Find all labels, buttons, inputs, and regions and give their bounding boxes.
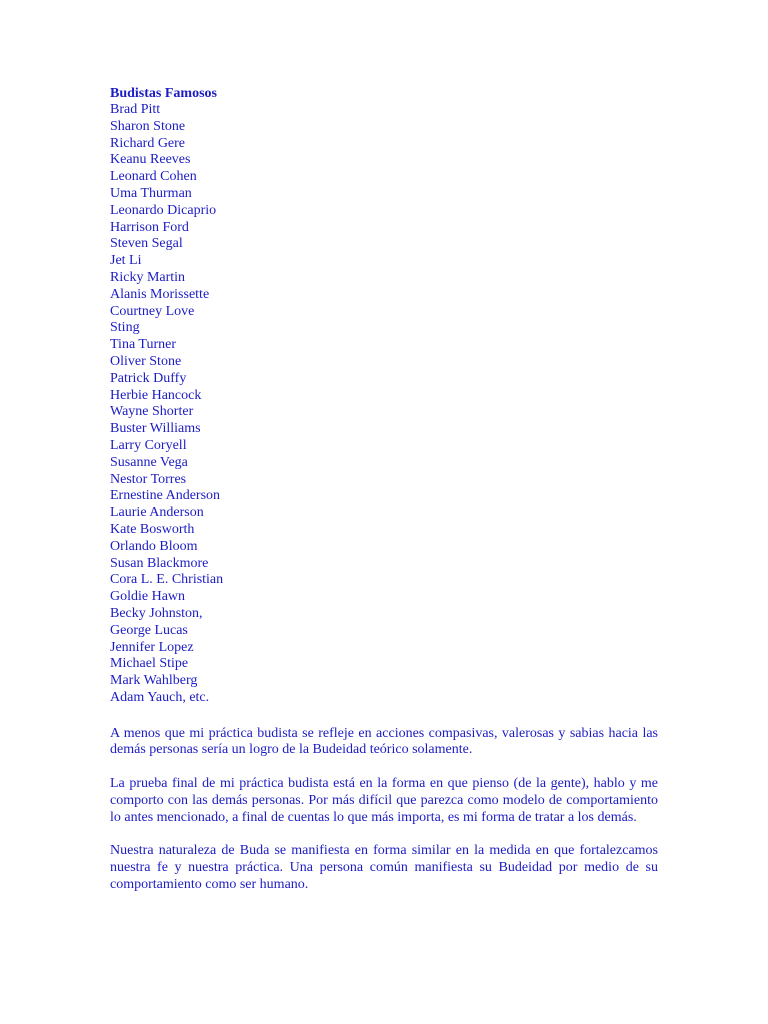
list-item: Jet Li [110, 253, 142, 269]
list-item: Courtney Love [110, 303, 195, 319]
list-item: Wayne Shorter [110, 404, 194, 420]
list-item: Michael Stipe [110, 656, 189, 672]
list-item: Larry Coryell [110, 437, 187, 453]
list-item: Brad Pitt [110, 102, 161, 117]
list-item: Uma Thurman [110, 185, 192, 201]
list-item: Harrison Ford [110, 219, 189, 235]
list-item: Patrick Duffy [110, 370, 187, 386]
body-paragraphs [110, 726, 658, 894]
list-item: Oliver Stone [110, 353, 182, 369]
list-item: Steven Segal [110, 236, 183, 252]
list-item: George Lucas [110, 622, 188, 638]
list-item: Alanis Morissette [110, 286, 210, 302]
list-item: Herbie Hancock [110, 387, 202, 403]
list-item: Laurie Anderson [110, 505, 204, 521]
paragraph: A menos que mi práctica budista se refleje en acciones compasivas, valerosas y sabias hacia las demás personas sería un logro de la Budeidad teórico solamente. [110, 725, 658, 758]
paragraph: La prueba final de mi práctica budista está en la forma en que pienso (de la gente), hablo y me comporto con las demás personas. Por más difícil que parezca como modelo de comportamiento lo antes mencionado, a final de cuentas lo que más importa, es mi forma de tratar a los demás. [110, 776, 658, 825]
list-item: Ernestine Anderson [110, 488, 221, 504]
list-item: Tina Turner [110, 337, 177, 353]
names-list [110, 102, 658, 707]
list-item: Nestor Torres [110, 471, 187, 487]
list-item: Susanne Vega [110, 454, 188, 470]
list-item: Kate Bosworth [110, 521, 195, 537]
document-title: Budistas Famosos [110, 86, 217, 101]
list-item: Adam Yauch, etc. [110, 689, 210, 705]
list-item: Orlando Bloom [110, 538, 198, 554]
list-item: Richard Gere [110, 135, 186, 151]
document-page [110, 85, 658, 893]
list-item: Becky Johnston, [110, 605, 203, 621]
list-item: Keanu Reeves [110, 152, 191, 168]
list-item: Goldie Hawn [110, 589, 186, 605]
list-item: Leonardo Dicaprio [110, 202, 217, 218]
list-item: Leonard Cohen [110, 169, 197, 185]
list-item: Sting [110, 320, 140, 336]
list-item: Sharon Stone [110, 118, 186, 134]
list-item: Ricky Martin [110, 269, 186, 285]
list-item: Mark Wahlberg [110, 673, 198, 689]
list-item: Cora L. E. Christian [110, 572, 224, 588]
list-item: Buster Williams [110, 421, 201, 437]
paragraph: Nuestra naturaleza de Buda se manifiesta en forma similar en la medida en que fortalezcamos nuestra fe y nuestra práctica. Una persona común manifiesta su Budeidad por medio de su comportamiento como ser humano. [110, 843, 658, 892]
list-item: Susan Blackmore [110, 555, 209, 571]
list-item: Jennifer Lopez [110, 639, 194, 655]
